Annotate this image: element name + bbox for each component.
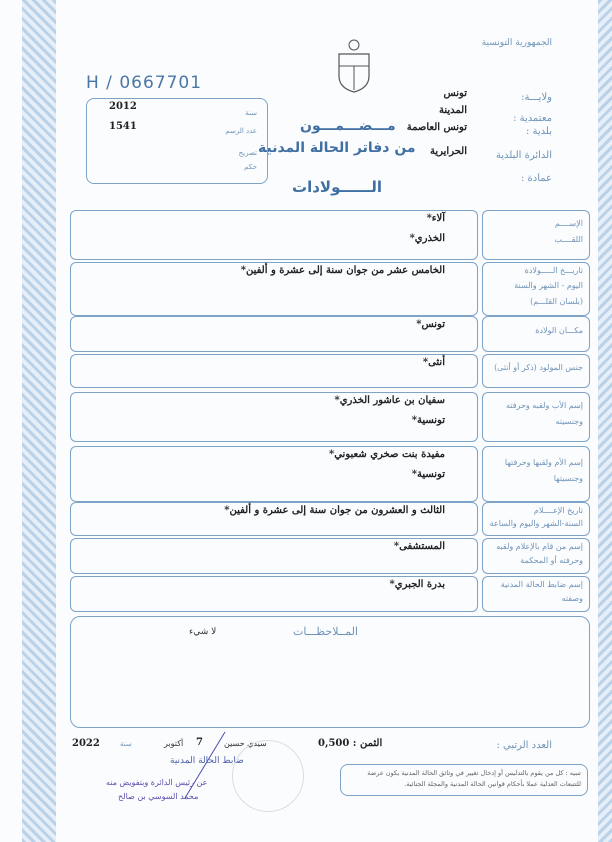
row-value-box (70, 262, 478, 316)
row-label: جنس المولود (ذكر أو أنثى) (494, 363, 583, 372)
row-value-box (70, 538, 478, 574)
officer-title: ضابط الحالة المدنية (170, 756, 244, 766)
security-border-right (598, 0, 612, 842)
signature-line-2: محمد السوسي بن صالح (118, 792, 199, 801)
row-label: تاريخ الإعــــلام (533, 506, 583, 515)
delegation-value: المدينة (438, 105, 467, 116)
row-value-box (70, 354, 478, 388)
district-label: الدائرة البلدية (495, 150, 552, 161)
district-value: الحرايرية (429, 146, 467, 157)
security-border-left (22, 0, 56, 842)
row-value-box (70, 502, 478, 536)
row-value-box (70, 446, 478, 502)
price: الثمن : 0,500 (318, 738, 383, 749)
row-label: (بلسان القلـــم) (530, 296, 583, 306)
row-label: وجنسيته (555, 417, 583, 426)
row-label: وحرفته أو المحكمة (520, 556, 583, 565)
issue-month: أكتوبر (164, 739, 184, 748)
row-label-box (482, 354, 590, 388)
row-value: الخامس عشر من جوان سنة إلى عشرة و ألفين* (240, 265, 445, 276)
row-label: اليوم - الشهر والسنة (514, 281, 583, 291)
row-label-box (482, 502, 590, 536)
row-label: تاريـــخ الـــــولادة (524, 266, 583, 275)
record-number: 1541 (109, 121, 137, 132)
row-label: إسم الأب ولقبه وحرفته (506, 401, 583, 410)
legal-notice: تنبيه : كل من يقوم بالتدليس أو إدخال تغيير في وثائق الحالة المدنية يكون عرضة للتتبعات العدلية عملا بأحكام قوانين الحالة المدنية والمجلة الجنائية. (367, 769, 581, 788)
notice-box (340, 764, 588, 796)
judgment-label: حكم (244, 163, 257, 171)
record-box (86, 98, 268, 184)
republic-heading: الجمهورية التونسية (481, 38, 552, 48)
title-births: الــــــولادات (292, 178, 383, 196)
title-extract: مـــضـــمـــون (300, 118, 396, 134)
remarks-box (70, 616, 590, 728)
official-stamp (232, 740, 304, 812)
row-label-box (482, 576, 590, 612)
declaration-label: تصريح (238, 149, 257, 157)
row-label: الإســــم (554, 219, 583, 228)
row-value: تونسية* (411, 415, 445, 426)
tunisia-coat-of-arms-icon (334, 38, 374, 94)
remarks-value: لا شيء (189, 627, 217, 637)
governorate-label: ولايـــة: (521, 92, 552, 103)
row-value: تونس* (416, 319, 445, 330)
omda-label: عمادة : (520, 173, 552, 184)
row-value-box (70, 316, 478, 352)
delegation-label: معتمدية : (513, 113, 552, 124)
row-value: سفيان بن عاشور الخذري* (334, 395, 445, 406)
row-label: إسم من قام بالإعلام ولقبه (496, 542, 583, 551)
issue-day: 7 (196, 737, 203, 748)
row-value: مفيدة بنت صخري شعبوني* (328, 449, 445, 460)
governorate-value: تونس (443, 88, 467, 99)
row-value: آلاء* (426, 213, 445, 224)
record-year-label: سنة (245, 109, 257, 117)
serial-label: العدد الرتبي : (496, 740, 552, 751)
row-value: بدرة الجبري* (389, 579, 445, 590)
row-label: وجنسيتها (553, 474, 583, 483)
row-label: إسم ضابط الحالة المدنية (500, 580, 583, 589)
row-label: السنة-الشهر واليوم والساعة (489, 519, 583, 528)
signature-stroke (180, 730, 230, 800)
row-value-box (70, 392, 478, 442)
row-label: إسم الأم ولقبها وحرفتها (504, 458, 583, 467)
row-value: أنثى* (422, 357, 445, 368)
row-label: اللقــــب (554, 235, 583, 244)
row-label-box (482, 538, 590, 574)
row-label: وصفته (561, 594, 583, 603)
signature-line-1: عن رئيس الدائرة وبتفويض منه (106, 778, 208, 787)
row-value: تونسية* (411, 469, 445, 480)
serial-number: H / 0667701 (86, 73, 203, 93)
record-number-label: عدد الرسم (225, 127, 257, 135)
row-value-box (70, 210, 478, 260)
row-label-box (482, 262, 590, 316)
row-value-box (70, 576, 478, 612)
row-value: الثالث و العشرون من جوان سنة إلى عشرة و ألفين* (224, 505, 445, 516)
issue-place: سيدي حسين (224, 739, 267, 748)
remarks-label: المــلاحظـــات (293, 625, 358, 638)
row-value: الخذري* (409, 233, 445, 244)
row-label: مكـــان الولادة (535, 326, 583, 335)
record-year: 2012 (109, 101, 137, 112)
row-label-box (482, 392, 590, 442)
row-label-box (482, 316, 590, 352)
row-label-box (482, 210, 590, 260)
issue-year-label: سنة (120, 740, 132, 748)
row-value: المستشفى* (393, 541, 445, 552)
row-label-box (482, 446, 590, 502)
title-registers: من دفاتر الحالة المدنية (258, 140, 416, 156)
issue-year: 2022 (72, 738, 100, 749)
municipality-label: بلدية : (525, 126, 552, 137)
municipality-value: تونس العاصمة (406, 122, 467, 133)
